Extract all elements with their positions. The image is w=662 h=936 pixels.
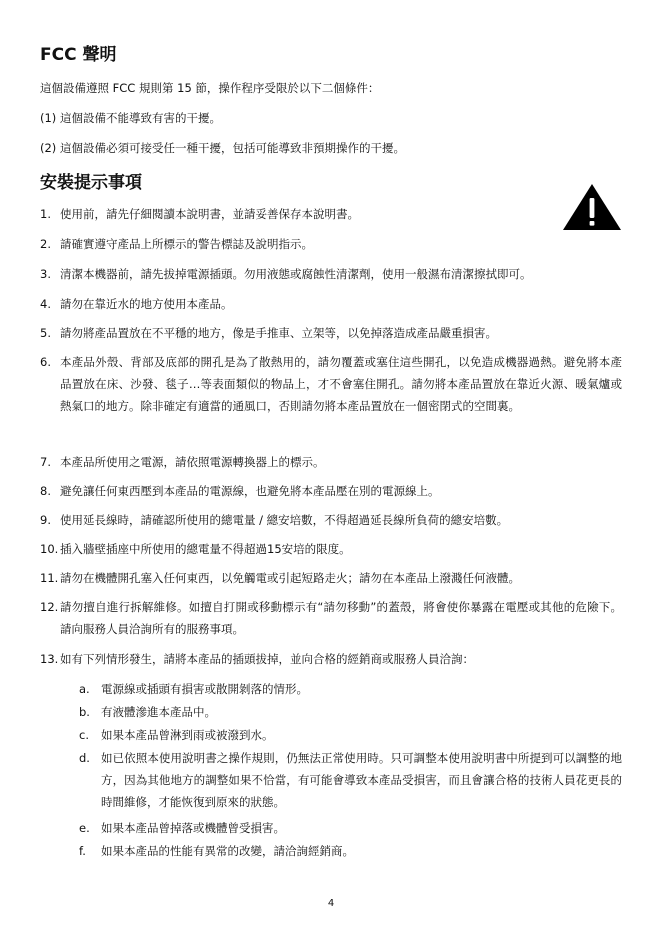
item-text: 請勿將產品置放在不平穩的地方，像是手推車、立架等，以免掉落造成產品嚴重損害。	[60, 326, 497, 340]
item-number: 1.	[40, 207, 51, 221]
list-item	[40, 451, 624, 473]
item-number: 5.	[40, 326, 51, 340]
item-number: 8.	[40, 484, 51, 498]
sub-list-item	[79, 724, 624, 746]
item-number: 7.	[40, 455, 51, 469]
sub-list-item	[79, 840, 624, 862]
item-number: 12.	[40, 600, 59, 614]
sub-list-item	[79, 701, 624, 723]
sub-list-item	[79, 817, 624, 839]
sub-list-item	[79, 678, 624, 700]
item-text: 清潔本機器前，請先拔掉電源插頭。勿用液態或腐蝕性清潔劑，使用一般濕布清潔擦拭即可。	[60, 267, 532, 281]
item-text: 避免讓任何東西壓到本產品的電源線，也避免將本產品壓在別的電源線上。	[60, 484, 440, 498]
sub-item-text: 如果本產品曾淋到雨或被潑到水。	[101, 728, 274, 742]
item-number: 3.	[40, 267, 51, 281]
item-number: 6.	[40, 355, 51, 369]
page-number: 4	[327, 898, 335, 909]
sub-item-text: 有液體滲進本產品中。	[101, 705, 216, 719]
list-item	[40, 293, 624, 315]
item-text: 請勿擅自進行拆解維修。如擅自打開或移動標示有“請勿移動”的蓋殼，將會使你暴露在電壓或其他的危險下。請向服務人員洽詢所有的服務事項。	[60, 600, 622, 636]
sub-item-letter: f.	[79, 844, 86, 858]
sub-item-letter: a.	[79, 682, 90, 696]
item-number: 2.	[40, 237, 51, 251]
sub-list-item	[79, 747, 624, 813]
list-item	[40, 596, 624, 640]
list-item	[40, 480, 624, 502]
fcc-condition-2: (2) 這個設備必須可接受任一種干擾，包括可能導致非預期操作的干擾。	[40, 141, 405, 155]
list-item	[40, 322, 624, 344]
sub-item-letter: d.	[79, 751, 90, 765]
item-text: 使用延長線時，請確認所使用的總電量 / 總安培數，不得超過延長線所負荷的總安培數。	[60, 513, 509, 527]
sub-item-text: 如果本產品曾掉落或機體曾受損害。	[101, 821, 285, 835]
fcc-intro: 這個設備遵照 FCC 規則第 15 節，操作程序受限於以下二個條件：	[40, 81, 380, 95]
list-item	[40, 538, 624, 560]
item-number: 11.	[40, 571, 59, 585]
item-number: 4.	[40, 297, 51, 311]
item-text: 請勿在靠近水的地方使用本產品。	[60, 297, 233, 311]
fcc-title: FCC 聲明	[40, 45, 117, 65]
item-text: 請確實遵守產品上所標示的警告標誌及說明指示。	[60, 237, 313, 251]
list-item	[40, 351, 624, 417]
item-text: 本產品所使用之電源，請依照電源轉換器上的標示。	[60, 455, 325, 469]
install-title: 安裝提示事項	[40, 173, 142, 193]
item-number: 13.	[40, 652, 59, 666]
list-item	[40, 509, 624, 531]
sub-item-text: 如果本產品的性能有異常的改變，請洽詢經銷商。	[101, 844, 354, 858]
list-item	[40, 263, 624, 285]
item-number: 10.	[40, 542, 59, 556]
item-text: 插入牆壁插座中所使用的總電量不得超過15安培的限度。	[60, 542, 351, 556]
sub-item-letter: b.	[79, 705, 90, 719]
list-item	[40, 648, 624, 670]
sub-item-letter: c.	[79, 728, 89, 742]
list-item	[40, 567, 624, 589]
item-text: 如有下列情形發生，請將本產品的插頭拔掉，並向合格的經銷商或服務人員洽詢：	[60, 652, 474, 666]
fcc-condition-1: (1) 這個設備不能導致有害的干擾。	[40, 111, 221, 125]
item-text: 本產品外殼、背部及底部的開孔是為了散熱用的，請勿覆蓋或塞住這些開孔，以免造成機器過熱。避免將本產品置放在床、沙發、毯子…等表面類似的物品上，才不會塞住開孔。請勿將本產品置放在靠近火源、暖氣爐或熱氣口的地方。除非確定有適當的通風口，否則請勿將本產品置放在一個密閉式的空間裏。	[60, 355, 622, 413]
item-text: 請勿在機體開孔塞入任何東西，以免觸電或引起短路走火；請勿在本產品上潑濺任何液體。	[60, 571, 520, 585]
sub-item-text: 如已依照本使用說明書之操作規則，仍無法正常使用時。只可調整本使用說明書中所提到可以調整的地方，因為其他地方的調整如果不恰當，有可能會導致本產品受損害，而且會讓合格的技術人員花更長的時間維修，才能恢復到原來的狀態。	[101, 751, 622, 809]
sub-item-text: 電源線或插頭有損害或散開剝落的情形。	[101, 682, 308, 696]
list-item	[40, 233, 624, 255]
sub-item-letter: e.	[79, 821, 90, 835]
item-number: 9.	[40, 513, 51, 527]
item-text: 使用前，請先仔細閱讀本說明書，並請妥善保存本說明書。	[60, 207, 359, 221]
list-item	[40, 203, 624, 225]
